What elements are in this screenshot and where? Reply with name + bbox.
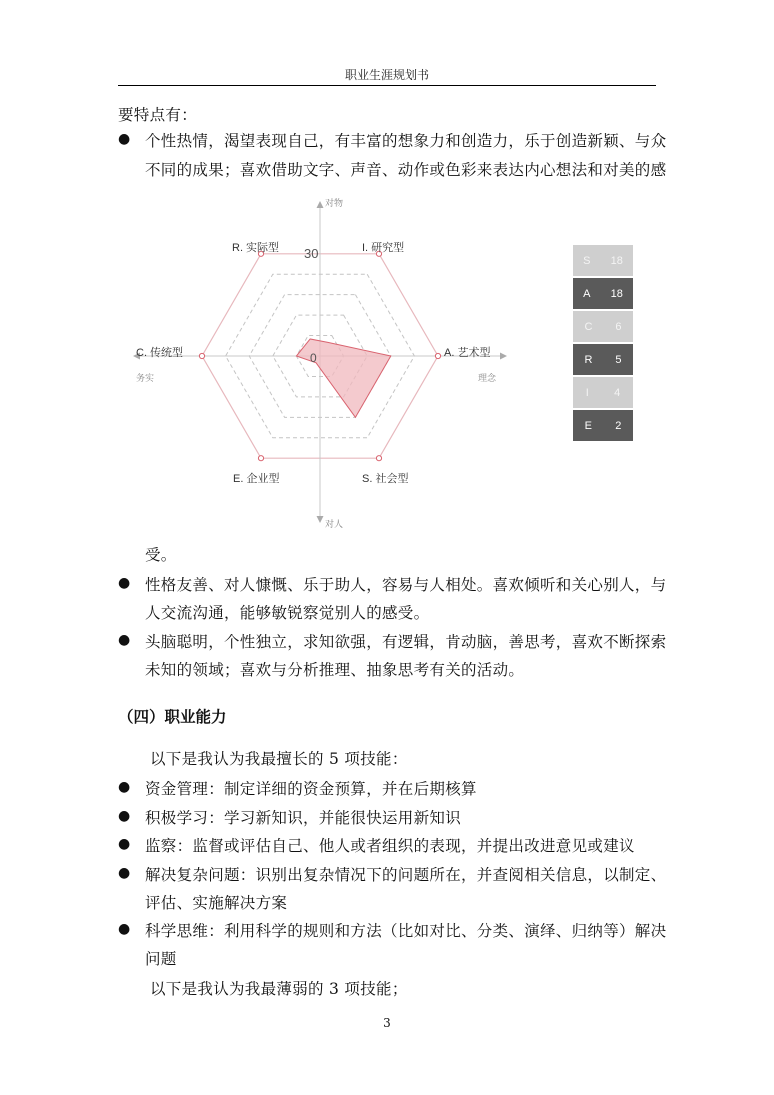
bullet-marker: ● (118, 808, 131, 824)
axis-end-top: 对物 (325, 198, 344, 208)
bullet-marker: ● (118, 575, 131, 591)
page-number: 3 (383, 1016, 391, 1030)
bullet-marker: ● (118, 131, 131, 147)
axis-end-right: 理念 (478, 373, 497, 383)
axis-label-conventional: C. 传统型 (136, 347, 184, 359)
score-value: 18 (610, 287, 623, 300)
bullet-line: 不同的成果；喜欢借助文字、声音、动作或色彩来表达内心想法和对美的感 (145, 161, 667, 179)
skill-line: 评估、实施解决方案 (145, 894, 288, 912)
axis-label-realistic: R. 实际型 (232, 242, 280, 254)
score-code: S (583, 254, 591, 267)
axis-label-investigative: I. 研究型 (362, 242, 405, 254)
score-code: R (584, 353, 593, 366)
skill-line: 监察：监督或评估自己、他人或者组织的表现，并提出改进意见或建议 (145, 837, 635, 855)
radar-chart (118, 190, 538, 530)
bullet-line: 头脑聪明，个性独立，求知欲强，有逻辑，肯动脑，善思考，喜欢不断探索 (145, 633, 667, 651)
tick-label-zero: 0 (310, 351, 317, 365)
bullet-marker: ● (118, 836, 131, 852)
tick-label-max: 30 (304, 246, 319, 261)
axis-end-left: 务实 (136, 373, 155, 383)
score-box (573, 311, 633, 344)
continuation-line: 受。 (145, 546, 177, 564)
skills-intro: 以下是我认为我最擅长的 5 项技能： (150, 750, 408, 768)
radar-vertex-marker (258, 456, 263, 461)
score-value: 6 (615, 320, 622, 333)
bullet-marker: ● (118, 865, 131, 881)
score-box (573, 245, 633, 278)
bullet-line: 人交流沟通，能够敏锐察觉别人的感受。 (145, 604, 430, 622)
axis-arrow-bottom (317, 516, 324, 523)
bullet-marker: ● (118, 632, 131, 648)
skill-line: 科学思维：利用科学的规则和方法（比如对比、分类、演绎、归纳等）解决 (145, 922, 667, 940)
section-heading: （四）职业能力 (118, 708, 227, 726)
skill-line: 资金管理：制定详细的资金预算，并在后期核算 (145, 780, 477, 798)
score-code: E (584, 419, 592, 432)
axis-arrow-top (317, 201, 324, 208)
score-box (573, 410, 633, 443)
weak-intro: 以下是我认为我最薄弱的 3 项技能； (150, 980, 408, 998)
skill-line: 积极学习：学习新知识，并能很快运用新知识 (145, 809, 462, 827)
bullet-line: 个性热情，渴望表现自己，有丰富的想象力和创造力，乐于创造新颖、与众 (145, 132, 667, 150)
score-value: 2 (615, 419, 622, 432)
skill-line: 问题 (145, 950, 177, 968)
score-box (573, 344, 633, 377)
axis-label-social: S. 社会型 (362, 473, 409, 485)
radar-vertex-marker (435, 353, 440, 358)
score-value: 18 (610, 254, 623, 267)
score-code: I (585, 386, 589, 399)
axis-end-bottom: 对人 (325, 519, 344, 529)
radar-vertex-marker (199, 353, 204, 358)
score-value: 5 (615, 353, 622, 366)
radar-vertex-marker (376, 456, 381, 461)
score-box (573, 278, 633, 311)
intro-line: 要特点有： (118, 106, 198, 124)
skill-line: 解决复杂问题：识别出复杂情况下的问题所在，并查阅相关信息，以制定、 (145, 866, 667, 884)
score-box (573, 377, 633, 410)
score-value: 4 (614, 386, 621, 399)
axis-label-artistic: A. 艺术型 (444, 347, 491, 359)
score-code: C (584, 320, 593, 333)
bullet-line: 未知的领域；喜欢与分析推理、抽象思考有关的活动。 (145, 661, 525, 679)
axis-arrow-right (500, 353, 507, 360)
page-header-title: 职业生涯规划书 (344, 68, 429, 82)
bullet-marker: ● (118, 779, 131, 795)
axis-label-enterprising: E. 企业型 (233, 473, 280, 485)
bullet-marker: ● (118, 921, 131, 937)
header-rule (118, 85, 656, 86)
score-code: A (583, 287, 591, 300)
bullet-line: 性格友善、对人慷慨、乐于助人，容易与人相处。喜欢倾听和关心别人，与 (145, 576, 667, 594)
